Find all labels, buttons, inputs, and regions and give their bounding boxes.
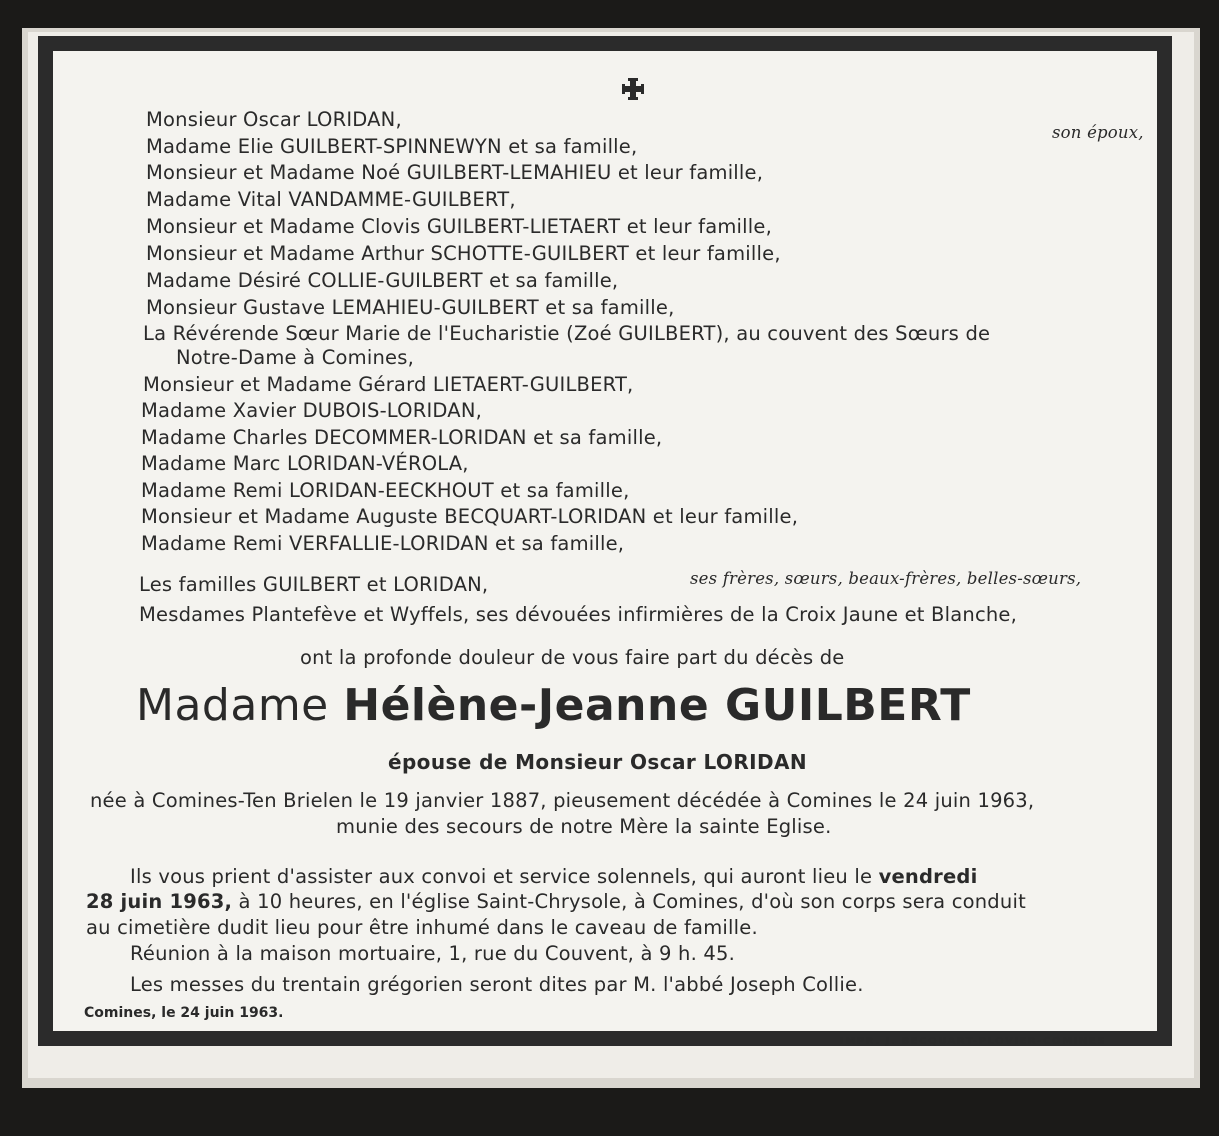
mourner-line: Mesdames Plantefève et Wyffels, ses dévouées infirmières de la Croix Jaune et Blanche, — [139, 603, 1018, 626]
service-line — [130, 864, 977, 890]
mourner-line: Monsieur et Madame Gérard LIETAERT-GUILBERT, — [143, 373, 634, 396]
mourner-line: La Révérende Sœur Marie de l'Eucharistie (Zoé GUILBERT), au couvent des Sœurs de — [143, 322, 991, 345]
spouse-line: épouse de Monsieur Oscar LORIDAN — [388, 750, 807, 774]
birth-death-line: née à Comines-Ten Brielen le 19 janvier 1887, pieusement décédée à Comines le 24 juin 1963, — [90, 789, 1035, 812]
deceased-name — [136, 678, 1106, 734]
mourner-line: Madame Charles DECOMMER-LORIDAN et sa famille, — [141, 426, 663, 449]
mourner-line: Monsieur et Madame Arthur SCHOTTE-GUILBERT et leur famille, — [146, 242, 781, 265]
deceased-full-name: Hélène-Jeanne GUILBERT — [343, 680, 971, 731]
masses-line: Les messes du trentain grégorien seront dites par M. l'abbé Joseph Collie. — [130, 973, 864, 996]
mourner-line: Monsieur et Madame Auguste BECQUART-LORIDAN et leur famille, — [141, 505, 799, 528]
mourner-line: Monsieur et Madame Clovis GUILBERT-LIETAERT et leur famille, — [146, 215, 772, 238]
mourner-line: Madame Xavier DUBOIS-LORIDAN, — [141, 399, 483, 422]
mourner-line: Madame Marc LORIDAN-VÉROLA, — [141, 452, 469, 475]
mourner-line: Madame Remi LORIDAN-EECKHOUT et sa famille, — [141, 479, 630, 502]
mourner-line: Monsieur Gustave LEMAHIEU-GUILBERT et sa famille, — [146, 296, 675, 319]
sacraments-line: munie des secours de notre Mère la sainte Eglise. — [336, 815, 832, 838]
service-text: à 10 heures, en l'église Saint-Chrysole, à Comines, d'où son corps sera conduit — [238, 890, 1026, 913]
cross-icon — [620, 76, 646, 102]
service-line: au cimetière dudit lieu pour être inhumé dans le caveau de famille. — [86, 916, 758, 939]
mourner-line: Madame Elie GUILBERT-SPINNEWYN et sa famille, — [146, 135, 638, 158]
mourner-line: Monsieur et Madame Noé GUILBERT-LEMAHIEU et leur famille, — [146, 161, 764, 184]
title-prefix: Madame — [136, 680, 329, 731]
service-day: vendredi — [878, 865, 978, 888]
announcement-line: ont la profonde douleur de vous faire part du décès de — [300, 646, 845, 669]
service-date: 28 juin 1963, — [86, 890, 233, 913]
mourner-line: Notre-Dame à Comines, — [176, 346, 414, 369]
service-line — [86, 889, 1026, 915]
mourner-line: Monsieur Oscar LORIDAN, — [146, 108, 402, 131]
mourner-line: Les familles GUILBERT et LORIDAN, — [139, 573, 489, 596]
mourner-role: son époux, — [1052, 123, 1144, 142]
service-text: Ils vous prient d'assister aux convoi et service solennels, qui auront lieu le — [130, 865, 873, 888]
mourner-line: Madame Remi VERFALLIE-LORIDAN et sa famille, — [141, 532, 625, 555]
mourner-line: Madame Désiré COLLIE-GUILBERT et sa famille, — [146, 269, 619, 292]
mourner-line: Madame Vital VANDAMME-GUILBERT, — [146, 188, 516, 211]
printer-credit: IMPR. J. BECQUART-PLOVIER-COMINES — [840, 1036, 1107, 1047]
mourner-role: ses frères, sœurs, beaux-frères, belles-sœurs, — [690, 569, 1082, 588]
place-date: Comines, le 24 juin 1963. — [84, 1005, 284, 1021]
gathering-line: Réunion à la maison mortuaire, 1, rue du Couvent, à 9 h. 45. — [130, 942, 735, 965]
